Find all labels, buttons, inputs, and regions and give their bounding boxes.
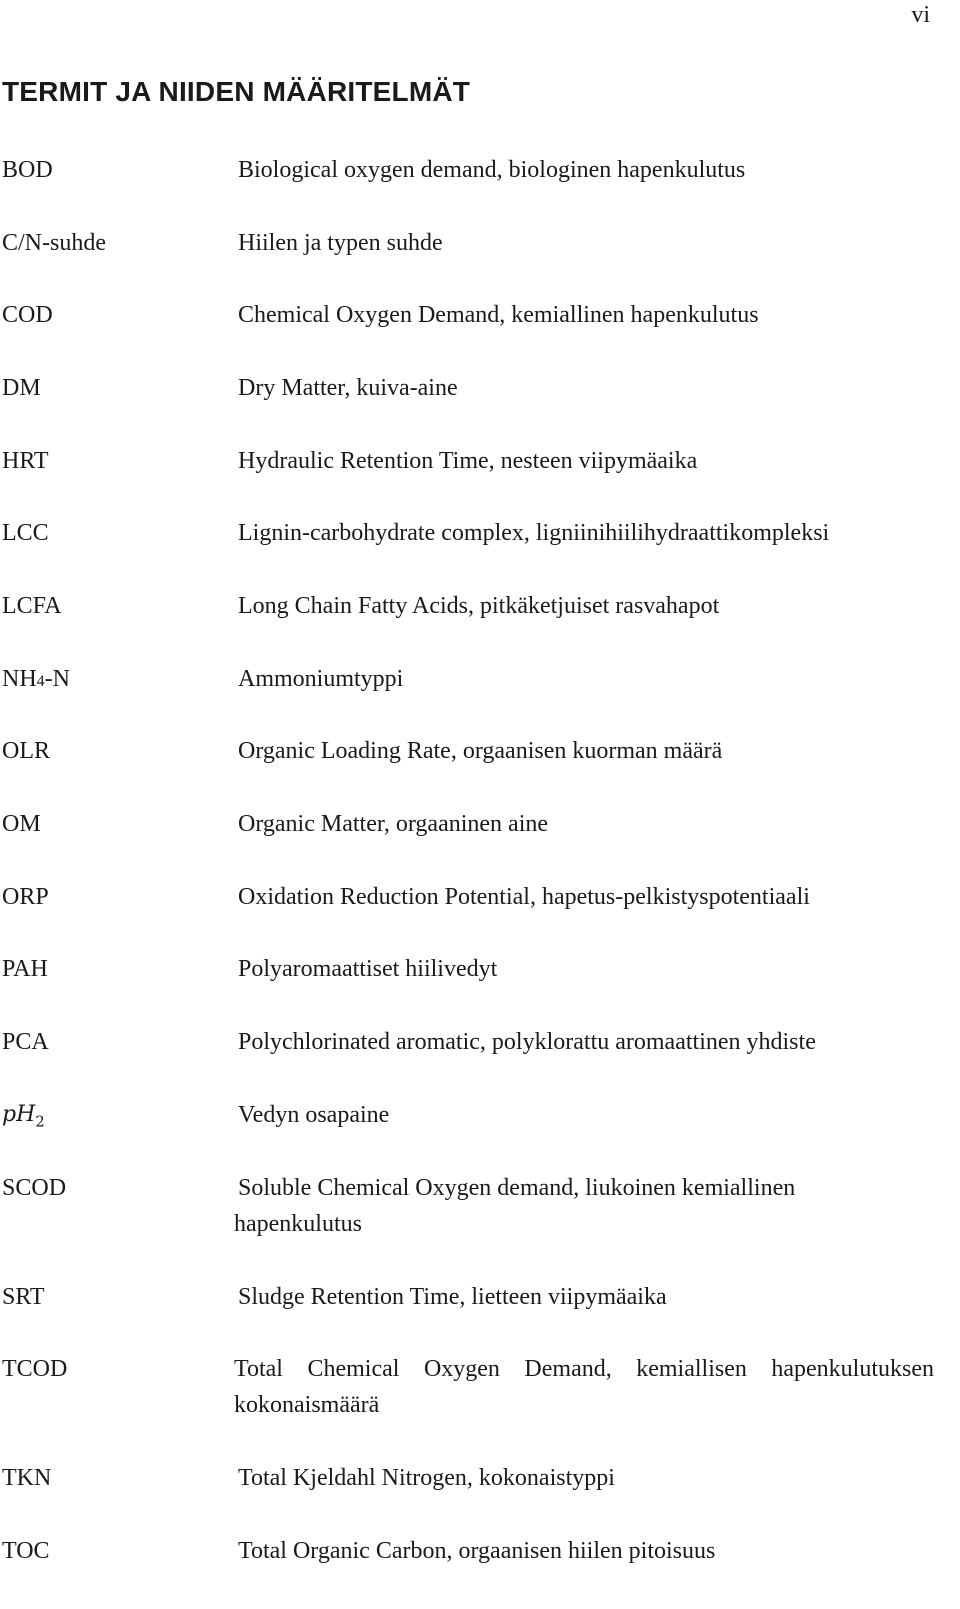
- term-definition: Total Organic Carbon, orgaanisen hiilen pitoisuus: [238, 1538, 716, 1564]
- page-heading: TERMIT JA NIIDEN MÄÄRITELMÄT: [2, 76, 471, 107]
- term-abbreviation: SCOD: [2, 1175, 67, 1201]
- term-definition: Polyaromaattiset hiilivedyt: [238, 956, 498, 982]
- term-abbreviation: C/N-suhde: [2, 230, 106, 256]
- page-number: vi: [911, 2, 930, 28]
- term-definition: Hiilen ja typen suhde: [238, 230, 443, 256]
- term-definition: Total Kjeldahl Nitrogen, kokonaistyppi: [238, 1465, 615, 1491]
- term-definition: Lignin-carbohydrate complex, ligniinihiilihydraattikompleksi: [238, 520, 830, 546]
- term-abbreviation: OM: [2, 811, 41, 837]
- abbr-subscript: 2: [35, 1112, 45, 1131]
- term-abbreviation: SRT: [2, 1284, 45, 1310]
- term-definition: Sludge Retention Time, lietteen viipymäaika: [238, 1284, 667, 1310]
- abbr-tail: -N: [44, 666, 70, 692]
- term-definition: Polychlorinated aromatic, polyklorattu aromaattinen yhdiste: [238, 1029, 816, 1055]
- term-abbreviation: [2, 661, 70, 700]
- abbr-main: NH: [2, 666, 37, 692]
- term-abbreviation: PCA: [2, 1029, 49, 1055]
- abbr-subscript: 4: [36, 673, 45, 690]
- term-abbreviation: [2, 1097, 45, 1139]
- term-definition: Biological oxygen demand, biologinen hapenkulutus: [238, 157, 746, 183]
- term-abbreviation: TKN: [2, 1465, 52, 1491]
- term-definition: Organic Loading Rate, orgaanisen kuorman määrä: [238, 738, 723, 764]
- term-definition: Long Chain Fatty Acids, pitkäketjuiset rasvahapot: [238, 593, 720, 619]
- term-abbreviation: TOC: [2, 1538, 50, 1564]
- term-abbreviation: HRT: [2, 448, 49, 474]
- term-abbreviation: OLR: [2, 738, 50, 764]
- term-abbreviation: BOD: [2, 157, 53, 183]
- term-definition: Organic Matter, orgaaninen aine: [238, 811, 549, 837]
- term-abbreviation: TCOD: [2, 1356, 68, 1382]
- term-definition: Dry Matter, kuiva-aine: [238, 375, 458, 401]
- term-abbreviation: LCFA: [2, 593, 62, 619]
- term-abbreviation: DM: [2, 375, 41, 401]
- term-abbreviation: ORP: [2, 884, 49, 910]
- term-definition: Oxidation Reduction Potential, hapetus-pelkistyspotentiaali: [238, 884, 810, 910]
- term-abbreviation: LCC: [2, 520, 49, 546]
- term-abbreviation: PAH: [2, 956, 48, 982]
- term-definition: Chemical Oxygen Demand, kemiallinen hapenkulutus: [238, 302, 759, 328]
- abbr-main: pH: [2, 1102, 36, 1127]
- term-abbreviation: COD: [2, 302, 53, 328]
- term-definition: Soluble Chemical Oxygen demand, liukoinen kemiallinen hapenkulutus: [234, 1175, 796, 1237]
- term-definition: Vedyn osapaine: [238, 1102, 390, 1128]
- term-definition: Hydraulic Retention Time, nesteen viipymäaika: [238, 448, 698, 474]
- term-definition: Ammoniumtyppi: [238, 666, 404, 692]
- term-definition: Total Chemical Oxygen Demand, kemiallisen hapenkulutuksen kokonaismäärä: [234, 1356, 934, 1418]
